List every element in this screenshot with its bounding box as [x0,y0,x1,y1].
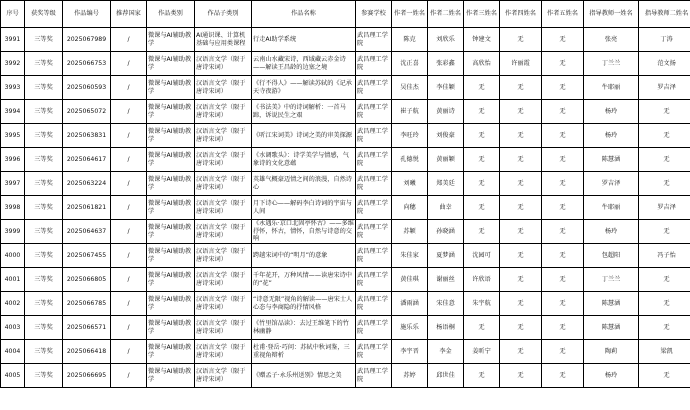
col-category-cell[interactable]: 微课与AI辅助教学 [147,364,195,388]
table-row[interactable] [1,340,690,364]
col-recommend-cell[interactable]: / [111,220,147,244]
col-author5-cell[interactable]: 无 [542,52,584,76]
col-index-cell[interactable]: 4005 [1,364,25,388]
col-category-cell[interactable]: 微课与AI辅助教学 [147,172,195,196]
col-category-cell[interactable]: 微课与AI辅助教学 [147,340,195,364]
col-school-header[interactable]: 参赛学校 [356,1,392,28]
col-author3-cell[interactable]: 许欣语 [464,268,500,292]
col-recommend-cell[interactable]: / [111,28,147,52]
table-row[interactable] [1,268,690,292]
table-row[interactable] [1,244,690,268]
col-school-cell[interactable]: 武昌理工学院 [356,100,392,124]
col-index-cell[interactable]: 4002 [1,292,25,316]
col-entry-id-cell[interactable]: 2025060593 [63,76,111,100]
col-subcategory-cell[interactable]: 汉语言文学（限于唐诗宋词） [195,220,252,244]
col-category-cell[interactable]: 微课与AI辅助教学 [147,196,195,220]
col-author1-cell[interactable]: 崔子航 [392,100,428,124]
col-advisor2-cell[interactable]: 无 [639,268,690,292]
col-subcategory-cell[interactable]: 汉语言文学（限于唐诗宋词） [195,100,252,124]
col-recommend-cell[interactable]: / [111,268,147,292]
col-index-cell[interactable]: 3993 [1,76,25,100]
col-author2-cell[interactable]: 刘欣乐 [428,28,464,52]
col-award-level-cell[interactable]: 三等奖 [25,172,63,196]
col-author1-cell[interactable]: 潘雨涵 [392,292,428,316]
col-advisor1-cell[interactable]: 丁兰兰 [584,268,639,292]
col-author5-cell[interactable]: 无 [542,28,584,52]
col-author4-cell[interactable]: 无 [500,364,542,388]
table-row[interactable] [1,28,690,52]
col-entry-id-cell[interactable]: 2025063224 [63,172,111,196]
table-body [1,28,690,388]
col-author3-cell[interactable]: 朱宇航 [464,292,500,316]
col-title-cell[interactable]: 《水调歌头》：诗学美学与情感，气象诗的文化意蕴 [252,148,356,172]
col-title-cell[interactable]: 《书法美》中的诗词解析：一首马蹄，诉说民生之艰 [252,100,356,124]
col-entry-id-cell[interactable]: 2025065072 [63,100,111,124]
col-author4-cell[interactable]: 无 [500,76,542,100]
col-author4-cell[interactable]: 无 [500,340,542,364]
col-entry-id-cell[interactable]: 2025066571 [63,316,111,340]
col-school-cell[interactable]: 武昌理工学院 [356,220,392,244]
col-author5-cell[interactable]: 无 [542,76,584,100]
col-advisor1-cell[interactable]: 杨玲 [584,124,639,148]
col-advisor2-cell[interactable]: 无 [639,220,690,244]
col-author3-cell[interactable]: 无 [464,364,500,388]
table-row[interactable] [1,148,690,172]
col-advisor2-cell[interactable]: 罗吉泽 [639,196,690,220]
col-author5-cell[interactable]: 无 [542,292,584,316]
col-subcategory-cell[interactable]: 汉语言文学（限于唐诗宋词） [195,124,252,148]
col-school-cell[interactable]: 武昌理工学院 [356,52,392,76]
col-award-level-cell[interactable]: 三等奖 [25,76,63,100]
col-category-cell[interactable]: 微课与AI辅助教学 [147,292,195,316]
col-author3-cell[interactable]: 高欣怡 [464,52,500,76]
col-subcategory-cell[interactable]: 汉语言文学（限于唐诗宋词） [195,172,252,196]
col-entry-id-cell[interactable]: 2025067455 [63,244,111,268]
col-recommend-cell[interactable]: / [111,172,147,196]
col-index-cell[interactable]: 3991 [1,28,25,52]
col-author2-cell[interactable]: 曲幸 [428,196,464,220]
col-entry-id-cell[interactable]: 2025061821 [63,196,111,220]
col-recommend-cell[interactable]: / [111,52,147,76]
col-subcategory-cell[interactable]: 汉语言文学（限于唐诗宋词） [195,52,252,76]
col-entry-id-cell[interactable]: 2025067989 [63,28,111,52]
col-title-cell[interactable]: 英雄气概豪迈情之间的浪漫，自然诗心 [252,172,356,196]
col-advisor1-cell[interactable]: 陈慧涵 [584,148,639,172]
table-row[interactable] [1,364,690,388]
col-entry-id-cell[interactable]: 2025066695 [63,364,111,388]
col-author4-cell[interactable]: 无 [500,148,542,172]
col-author4-header[interactable]: 作者四姓名 [500,1,542,28]
col-title-cell[interactable]: 《竹里馆品读》：去过王维笔下的竹林幽静 [252,316,356,340]
col-advisor2-cell[interactable]: 冯子怡 [639,244,690,268]
col-author1-cell[interactable]: 苏颖 [392,220,428,244]
col-author2-cell[interactable]: 夏梦涵 [428,244,464,268]
col-recommend-cell[interactable]: / [111,100,147,124]
col-award-level-header[interactable]: 获奖等级 [25,1,63,28]
col-author2-cell[interactable]: 黄丽颖 [428,148,464,172]
col-index-cell[interactable]: 3996 [1,148,25,172]
col-award-level-cell[interactable]: 三等奖 [25,364,63,388]
col-award-level-cell[interactable]: 三等奖 [25,148,63,172]
col-entry-id-cell[interactable]: 2025066785 [63,292,111,316]
col-recommend-cell[interactable]: / [111,340,147,364]
table-row[interactable] [1,220,690,244]
col-author5-cell[interactable]: 无 [542,244,584,268]
col-advisor2-cell[interactable]: 无 [639,100,690,124]
table-row[interactable] [1,76,690,100]
col-category-cell[interactable]: 微课与AI辅助教学 [147,220,195,244]
col-recommend-cell[interactable]: / [111,316,147,340]
col-author5-cell[interactable]: 无 [542,196,584,220]
table-row[interactable] [1,292,690,316]
col-author2-cell[interactable]: 黄丽诗 [428,100,464,124]
table-row[interactable] [1,124,690,148]
col-subcategory-cell[interactable]: 汉语言文学（限于唐诗宋词） [195,268,252,292]
col-category-header[interactable]: 作品类别 [147,1,195,28]
col-index-cell[interactable]: 4001 [1,268,25,292]
col-advisor2-header[interactable]: 指导教师二姓名 [639,1,690,28]
header-row [1,1,690,28]
col-author4-cell[interactable]: 无 [500,244,542,268]
col-author5-header[interactable]: 作者五姓名 [542,1,584,28]
col-award-level-cell[interactable]: 三等奖 [25,124,63,148]
col-school-cell[interactable]: 武昌理工学院 [356,316,392,340]
col-author4-cell[interactable]: 许丽霞 [500,52,542,76]
col-category-cell[interactable]: 微课与AI辅助教学 [147,268,195,292]
col-award-level-cell[interactable]: 三等奖 [25,196,63,220]
col-advisor1-cell[interactable]: 杨玲 [584,220,639,244]
col-author1-cell[interactable]: 向穗 [392,196,428,220]
col-title-cell[interactable]: 千年花开，万种风情——读唐宋诗中的“花” [252,268,356,292]
col-author3-cell[interactable]: 无 [464,172,500,196]
col-advisor2-cell[interactable]: 无 [639,124,690,148]
col-author4-cell[interactable]: 无 [500,100,542,124]
col-index-cell[interactable]: 3995 [1,124,25,148]
col-author5-cell[interactable]: 无 [542,268,584,292]
col-category-cell[interactable]: 微课与AI辅助教学 [147,76,195,100]
col-school-cell[interactable]: 武昌理工学院 [356,196,392,220]
col-author5-cell[interactable]: 无 [542,340,584,364]
col-recommend-header[interactable]: 推荐国家 [111,1,147,28]
col-author1-cell[interactable]: 李宇晋 [392,340,428,364]
col-school-cell[interactable]: 武昌理工学院 [356,292,392,316]
col-author1-cell[interactable]: 朱佳家 [392,244,428,268]
col-author3-cell[interactable]: 姜昕宁 [464,340,500,364]
col-author3-header[interactable]: 作者三姓名 [464,1,500,28]
col-subcategory-cell[interactable]: 汉语言文学（限于唐诗宋词） [195,244,252,268]
col-author5-cell[interactable]: 无 [542,364,584,388]
col-author5-cell[interactable]: 无 [542,100,584,124]
col-advisor2-cell[interactable]: 罗吉泽 [639,76,690,100]
col-author4-cell[interactable]: 无 [500,316,542,340]
col-author1-cell[interactable]: 沈正喜 [392,52,428,76]
col-advisor1-cell[interactable]: 丁兰兰 [584,52,639,76]
col-author2-cell[interactable]: 李金 [428,340,464,364]
table-row[interactable] [1,196,690,220]
col-author3-cell[interactable]: 无 [464,220,500,244]
col-recommend-cell[interactable]: / [111,148,147,172]
col-author4-cell[interactable]: 无 [500,172,542,196]
col-school-cell[interactable]: 武昌理工学院 [356,268,392,292]
col-award-level-cell[interactable]: 三等奖 [25,292,63,316]
col-index-cell[interactable]: 3999 [1,220,25,244]
col-school-cell[interactable]: 武昌理工学院 [356,124,392,148]
col-category-cell[interactable]: 微课与AI辅助教学 [147,124,195,148]
col-author2-cell[interactable]: 孙晓涵 [428,220,464,244]
col-subcategory-cell[interactable]: 汉语言文学（限于唐诗宋词） [195,364,252,388]
col-school-cell[interactable]: 武昌理工学院 [356,76,392,100]
table-row[interactable] [1,172,690,196]
col-author4-cell[interactable]: 无 [500,196,542,220]
col-author2-cell[interactable]: 宋佳意 [428,292,464,316]
col-advisor1-cell[interactable]: 杨玲 [584,364,639,388]
col-author5-cell[interactable]: 无 [542,220,584,244]
col-school-cell[interactable]: 武昌理工学院 [356,172,392,196]
col-recommend-cell[interactable]: / [111,196,147,220]
col-award-level-cell[interactable]: 三等奖 [25,220,63,244]
col-index-cell[interactable]: 3998 [1,196,25,220]
col-index-cell[interactable]: 3994 [1,100,25,124]
col-title-cell[interactable]: 《永遇乐·京口北固亭怀古》——多维抒怀，怀古，情怀，自然与诗意的交响 [253,220,354,243]
col-advisor1-cell[interactable]: 罗吉泽 [584,172,639,196]
col-author2-cell[interactable]: 谢丽丝 [428,268,464,292]
col-entry-id-header[interactable]: 作品编号 [63,1,111,28]
col-author1-cell[interactable]: 李旺玲 [392,124,428,148]
col-author3-cell[interactable]: 无 [464,76,500,100]
col-subcategory-header[interactable]: 作品子类别 [195,1,252,28]
col-award-level-cell[interactable]: 三等奖 [25,316,63,340]
col-author3-cell[interactable]: 沈园可 [464,244,500,268]
col-advisor1-cell[interactable]: 陶莉 [584,340,639,364]
col-author1-cell[interactable]: 黄佳琪 [392,268,428,292]
table-row[interactable] [1,52,690,76]
col-index-cell[interactable]: 4000 [1,244,25,268]
col-recommend-cell[interactable]: / [111,364,147,388]
col-author1-header[interactable]: 作者一姓名 [392,1,428,28]
col-entry-id-cell[interactable]: 2025064617 [63,148,111,172]
col-school-cell[interactable]: 武昌理工学院 [356,28,392,52]
col-title-cell[interactable]: 《赠孟子·永乐州送别》情思之美 [252,364,356,388]
col-title-cell[interactable]: 行走AI助学系统 [252,28,356,52]
col-entry-id-cell[interactable]: 2025063831 [63,124,111,148]
col-author5-cell[interactable]: 无 [542,316,584,340]
col-advisor2-cell[interactable]: 范文扬 [639,52,690,76]
col-advisor1-cell[interactable]: 牛耶丽 [584,196,639,220]
col-author4-cell[interactable]: 无 [500,220,542,244]
col-category-cell[interactable]: 微课与AI辅助教学 [147,52,195,76]
col-author3-cell[interactable]: 无 [464,100,500,124]
col-advisor1-cell[interactable]: 陈慧涵 [584,292,639,316]
col-award-level-cell[interactable]: 三等奖 [25,100,63,124]
table-row[interactable] [1,100,690,124]
col-advisor2-cell[interactable]: 无 [639,316,690,340]
table-row[interactable] [1,316,690,340]
col-entry-id-cell[interactable]: 2025066805 [63,268,111,292]
col-title-header[interactable]: 作品名称 [252,1,356,28]
col-recommend-cell[interactable]: / [111,292,147,316]
col-index-cell[interactable]: 3992 [1,52,25,76]
col-index-cell[interactable]: 3997 [1,172,25,196]
col-author1-cell[interactable]: 吴佳杰 [392,76,428,100]
col-recommend-cell[interactable]: / [111,244,147,268]
col-author2-cell[interactable]: 杨语桐 [428,316,464,340]
col-award-level-cell[interactable]: 三等奖 [25,52,63,76]
col-title-cell[interactable]: 《听江宋词美》诗词之美的审美探源 [252,124,356,148]
col-author4-cell[interactable]: 无 [500,28,542,52]
col-advisor1-cell[interactable]: 张亮 [584,28,639,52]
col-recommend-cell[interactable]: / [111,124,147,148]
col-advisor2-cell[interactable]: 丁涛 [639,28,690,52]
col-title-cell[interactable]: 《行不得人》——解读苏轼的《记承天寺夜游》 [252,76,356,100]
col-author3-cell[interactable]: 无 [464,316,500,340]
col-advisor2-cell[interactable]: 无 [639,172,690,196]
col-category-cell[interactable]: 微课与AI辅助教学 [147,100,195,124]
col-author2-cell[interactable]: 邱世佳 [428,364,464,388]
col-author5-cell[interactable]: 无 [542,124,584,148]
col-author4-cell[interactable]: 无 [500,124,542,148]
col-subcategory-cell[interactable]: 汉语言文学（限于唐诗宋词） [195,148,252,172]
col-subcategory-cell[interactable]: 汉语言文学（限于唐诗宋词） [195,340,252,364]
col-school-cell[interactable]: 武昌理工学院 [356,340,392,364]
col-author2-header[interactable]: 作者二姓名 [428,1,464,28]
col-author1-cell[interactable]: 刘曦 [392,172,428,196]
col-entry-id-cell[interactable]: 2025066753 [63,52,111,76]
col-award-level-cell[interactable]: 三等奖 [25,340,63,364]
col-author2-cell[interactable]: 李佳颖 [428,76,464,100]
col-subcategory-cell[interactable]: 汉语言文学（限于唐诗宋词） [195,292,252,316]
col-author1-cell[interactable]: 陈克 [392,28,428,52]
col-school-cell[interactable]: 武昌理工学院 [356,244,392,268]
col-title-cell[interactable]: “诗意无限”视角的解读——唐宋士人心态与李商隐的抒情风格 [252,292,356,316]
col-author3-cell[interactable]: 无 [464,148,500,172]
col-index-header[interactable]: 序号 [1,1,25,28]
col-author2-cell[interactable]: 刘俊豪 [428,124,464,148]
col-school-cell[interactable]: 武昌理工学院 [356,148,392,172]
col-advisor1-cell[interactable]: 包超阳 [584,244,639,268]
col-title-cell[interactable]: 跨越宋词中的“明月”的意象 [252,244,356,268]
col-advisor2-cell[interactable]: 梁凯 [639,340,690,364]
col-author1-cell[interactable]: 施乐乐 [392,316,428,340]
col-advisor1-cell[interactable]: 杨玲 [584,100,639,124]
col-title-cell[interactable]: 云南山水藏宋诗，西域藏云赤金诗——解读王昌龄的边塞之境 [252,52,356,76]
col-index-cell[interactable]: 4003 [1,316,25,340]
col-advisor1-cell[interactable]: 牛耶丽 [584,76,639,100]
col-subcategory-cell[interactable]: AI通识课、计算机基础与应用类课程 [195,28,252,52]
col-category-cell[interactable]: 微课与AI辅助教学 [147,244,195,268]
col-author5-cell[interactable]: 无 [542,172,584,196]
col-title-cell[interactable]: 杜甫·登岳·巧问：苏轼中秋词鉴，三重视角辩析 [252,340,356,364]
col-category-cell[interactable]: 微课与AI辅助教学 [147,28,195,52]
col-subcategory-cell[interactable]: 汉语言文学（限于唐诗宋词） [195,316,252,340]
col-author2-cell[interactable]: 张彩鑫 [428,52,464,76]
col-school-cell[interactable]: 武昌理工学院 [356,364,392,388]
col-subcategory-cell[interactable]: 汉语言文学（限于唐诗宋词） [195,196,252,220]
col-award-level-cell[interactable]: 三等奖 [25,28,63,52]
col-entry-id-cell[interactable]: 2025064637 [63,220,111,244]
col-advisor1-header[interactable]: 指导教师一姓名 [584,1,639,28]
col-advisor2-cell[interactable]: 无 [639,364,690,388]
col-index-cell[interactable]: 4004 [1,340,25,364]
col-author4-cell[interactable]: 无 [500,292,542,316]
col-author3-cell[interactable]: 无 [464,196,500,220]
col-entry-id-cell[interactable]: 2025066418 [63,340,111,364]
col-subcategory-cell[interactable]: 汉语言文学（限于唐诗宋词） [195,76,252,100]
col-advisor2-cell[interactable]: 无 [639,292,690,316]
col-category-cell[interactable]: 微课与AI辅助教学 [147,148,195,172]
col-author1-cell[interactable]: 苏婷 [392,364,428,388]
col-author5-cell[interactable]: 无 [542,148,584,172]
col-title-cell[interactable]: 月下诗心——解码李白诗词的宇宙与人间 [252,196,356,220]
col-recommend-cell[interactable]: / [111,76,147,100]
col-advisor2-cell[interactable]: 无 [639,148,690,172]
col-category-cell[interactable]: 微课与AI辅助教学 [147,316,195,340]
col-author1-cell[interactable]: 孔德悦 [392,148,428,172]
col-author3-cell[interactable]: 钟建文 [464,28,500,52]
col-author2-cell[interactable]: 郑美廷 [428,172,464,196]
col-author4-cell[interactable]: 无 [500,268,542,292]
col-advisor1-cell[interactable]: 陈慧涵 [584,316,639,340]
col-award-level-cell[interactable]: 三等奖 [25,244,63,268]
col-author3-cell[interactable]: 无 [464,124,500,148]
col-award-level-cell[interactable]: 三等奖 [25,268,63,292]
